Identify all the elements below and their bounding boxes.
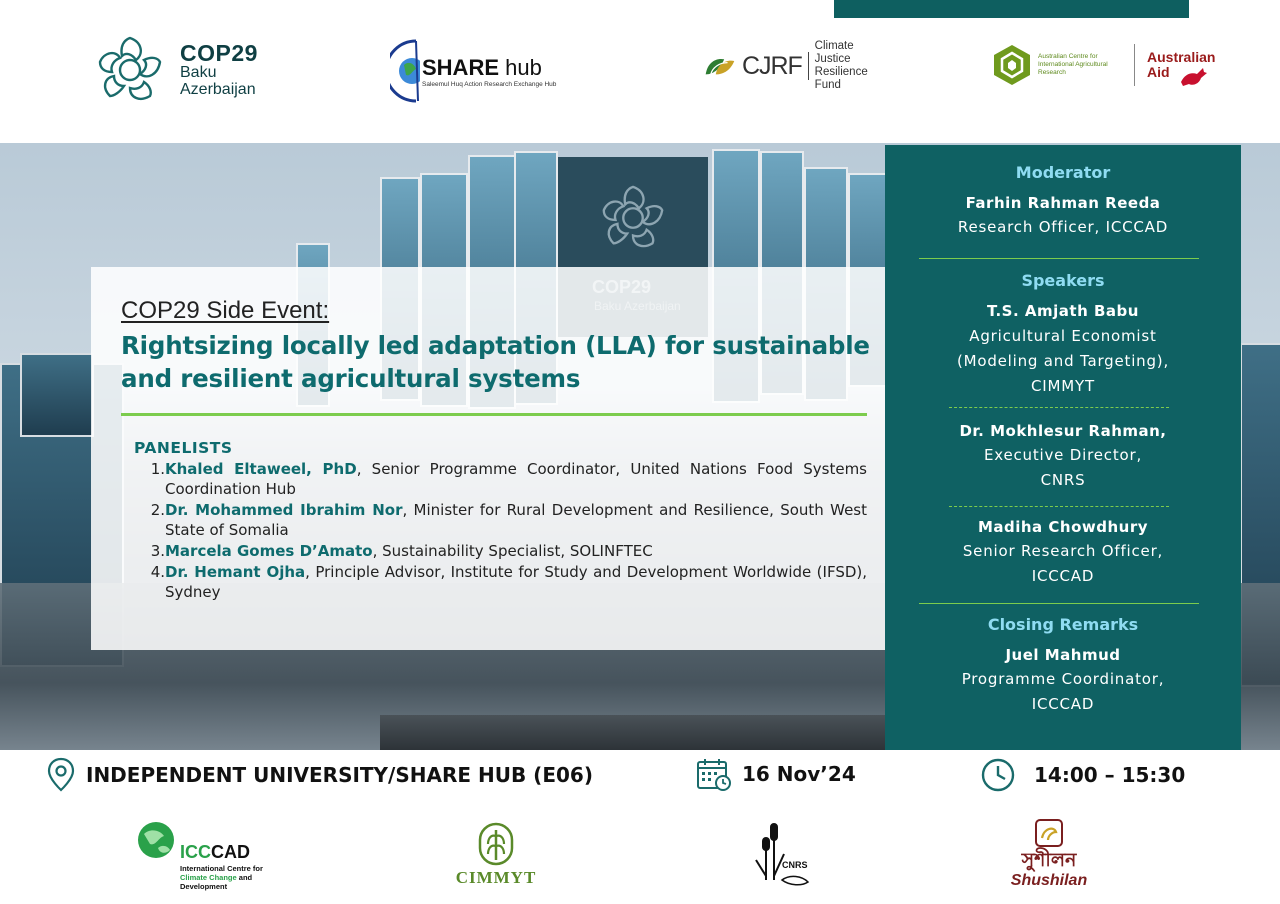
speaker-role-line: (Modeling and Targeting), [956,352,1170,370]
aciar-divider [1134,44,1135,86]
speakers-heading: Speakers [1021,271,1105,290]
panelist-entry [165,459,867,499]
event-title: Rightsizing locally led adaptation (LLA) for sustainable and resilient agricultural systems [121,331,870,393]
panelist-role: , Sustainability Specialist, SOLINFTEC [372,542,653,560]
moderator-name: Farhin Rahman Reeda [965,194,1161,212]
icccad-abbr-part1: ICC [180,842,211,862]
speaker-role-line: Executive Director, [983,446,1143,464]
cimmyt-name: CIMMYT [455,868,537,887]
panelist-name: Dr. Mohammed Ibrahim Nor [165,501,403,519]
panelists-list [139,459,867,603]
icccad-logo [136,820,296,892]
speaker-role-line: Agricultural Economist [969,327,1157,345]
top-accent-bar [834,0,1189,18]
cimmyt-logo [438,822,554,892]
speakers-panel [885,145,1241,750]
closing-speaker-name: Juel Mahmud [1005,646,1121,664]
panelist-role: , Minister for Rural Development and Resilience, South West State of Somalia [165,501,867,539]
location-pin-icon [46,757,76,793]
kangaroo-icon [1177,64,1209,88]
australian-aid-line1: Australian [1147,49,1216,66]
closing-speaker-role-line: Programme Coordinator, [961,670,1165,688]
time-info [980,757,1185,793]
cop29-logo-country: Azerbaijan [180,81,256,99]
cjrf-line2: Resilience Fund [814,66,868,92]
australian-aid-line2: Aid [1147,64,1170,80]
share-hub-name [422,55,556,81]
shushilan-bangla-name: সুশীলন [1021,849,1077,871]
time-text: 14:00 – 15:30 [1034,763,1186,787]
reeds-fish-icon [752,820,816,892]
section-divider [919,603,1199,604]
panelist-entry [165,562,867,602]
event-title-card [91,267,885,650]
share-hub-name-rest: hub [499,54,542,80]
speaker-name: T.S. Amjath Babu [987,302,1139,320]
speaker-divider [949,506,1169,507]
australian-aid-text [1147,50,1215,79]
panelist-item [139,562,867,602]
speaker-role-line: ICCCAD [1031,567,1095,585]
globe-icon [390,39,420,103]
cop29-emblem-icon [92,32,168,108]
share-hub-tagline: Saleemul Huq Action Research Exchange Hub [422,80,557,88]
speaker-role-line: Senior Research Officer, [962,542,1164,560]
venue-text: INDEPENDENT UNIVERSITY/SHARE HUB (E06) [86,763,593,787]
aciar-australian-aid-logo [992,40,1232,90]
icccad-fullname [180,864,290,891]
event-label: COP29 Side Event: [121,297,330,324]
icccad-abbr [180,842,250,863]
cop29-logo [92,30,292,110]
panelist-name: Khaled Eltaweel, PhD [165,460,357,478]
shushilan-emblem-icon [1034,818,1064,848]
panelist-number: 4. [150,563,165,581]
shushilan-latin-name: Shushilan [1010,872,1088,889]
cnrs-logo [752,820,822,892]
panelist-role: , Principle Advisor, Institute for Study and Development Worldwide (IFSD), Sydney [165,563,868,601]
share-hub-text [422,55,556,88]
cjrf-line1: Climate Justice [814,39,854,65]
photo-cop29-emblem-icon [596,181,670,255]
cop29-logo-city: Baku [180,64,217,82]
panelist-item [139,541,867,561]
panelist-name: Marcela Gomes D’Amato [165,542,373,560]
date-info [696,757,856,791]
icccad-fullname-part1: International Centre for [180,864,263,873]
venue-info [46,757,593,793]
panelist-number: 1. [150,460,165,478]
panelists-heading: PANELISTS [134,439,233,457]
panelist-entry [165,500,867,540]
cjrf-fullname [815,40,884,93]
panelist-number: 3. [150,542,165,560]
section-divider [919,258,1199,259]
panelist-number: 2. [150,501,165,519]
icccad-globe-icon [136,820,176,860]
icccad-abbr-part2: CAD [211,842,250,862]
moderator-heading: Moderator [1015,163,1111,182]
wheat-icon [476,822,516,866]
speaker-role-line: CIMMYT [1031,377,1095,395]
panelist-item [139,459,867,499]
speaker-name: Dr. Mokhlesur Rahman, [959,422,1167,440]
share-hub-logo [390,38,560,104]
aciar-text: Australian Centre for International Agricultural Research [1038,53,1108,76]
speaker-divider [949,407,1169,408]
speaker-role-line: CNRS [1040,471,1086,489]
icccad-fullname-part2: Climate Change [180,873,237,882]
share-hub-name-bold: SHARE [422,54,500,80]
panelist-item [139,500,867,540]
photo-building-left-top [20,353,94,437]
shushilan-logo [1006,818,1092,894]
cjrf-logo [704,39,884,92]
leaf-icon [704,52,736,80]
cjrf-abbr: CJRF [741,51,802,80]
panelist-name: Dr. Hemant Ojha [165,563,306,581]
cop29-logo-text [180,41,258,99]
date-text: 16 Nov’24 [742,762,856,786]
icccad-fullname-part3: and Development [180,873,253,891]
cop29-logo-title: COP29 [180,40,258,67]
aciar-hexagon-icon [992,43,1032,87]
panelist-entry [165,541,867,561]
cnrs-name: CNRS [782,860,808,870]
moderator-role: Research Officer, ICCCAD [957,218,1169,236]
panelist-role: , Senior Programme Coordinator, United Nations Food Systems Coordination Hub [165,460,867,498]
speaker-name: Madiha Chowdhury [977,518,1149,536]
clock-icon [980,757,1016,793]
closing-remarks-heading: Closing Remarks [987,615,1139,634]
photo-walkway [380,715,900,750]
closing-speaker-role-line: ICCCAD [1031,695,1095,713]
calendar-icon [696,757,732,791]
cjrf-divider [808,52,809,80]
title-divider [121,413,867,416]
